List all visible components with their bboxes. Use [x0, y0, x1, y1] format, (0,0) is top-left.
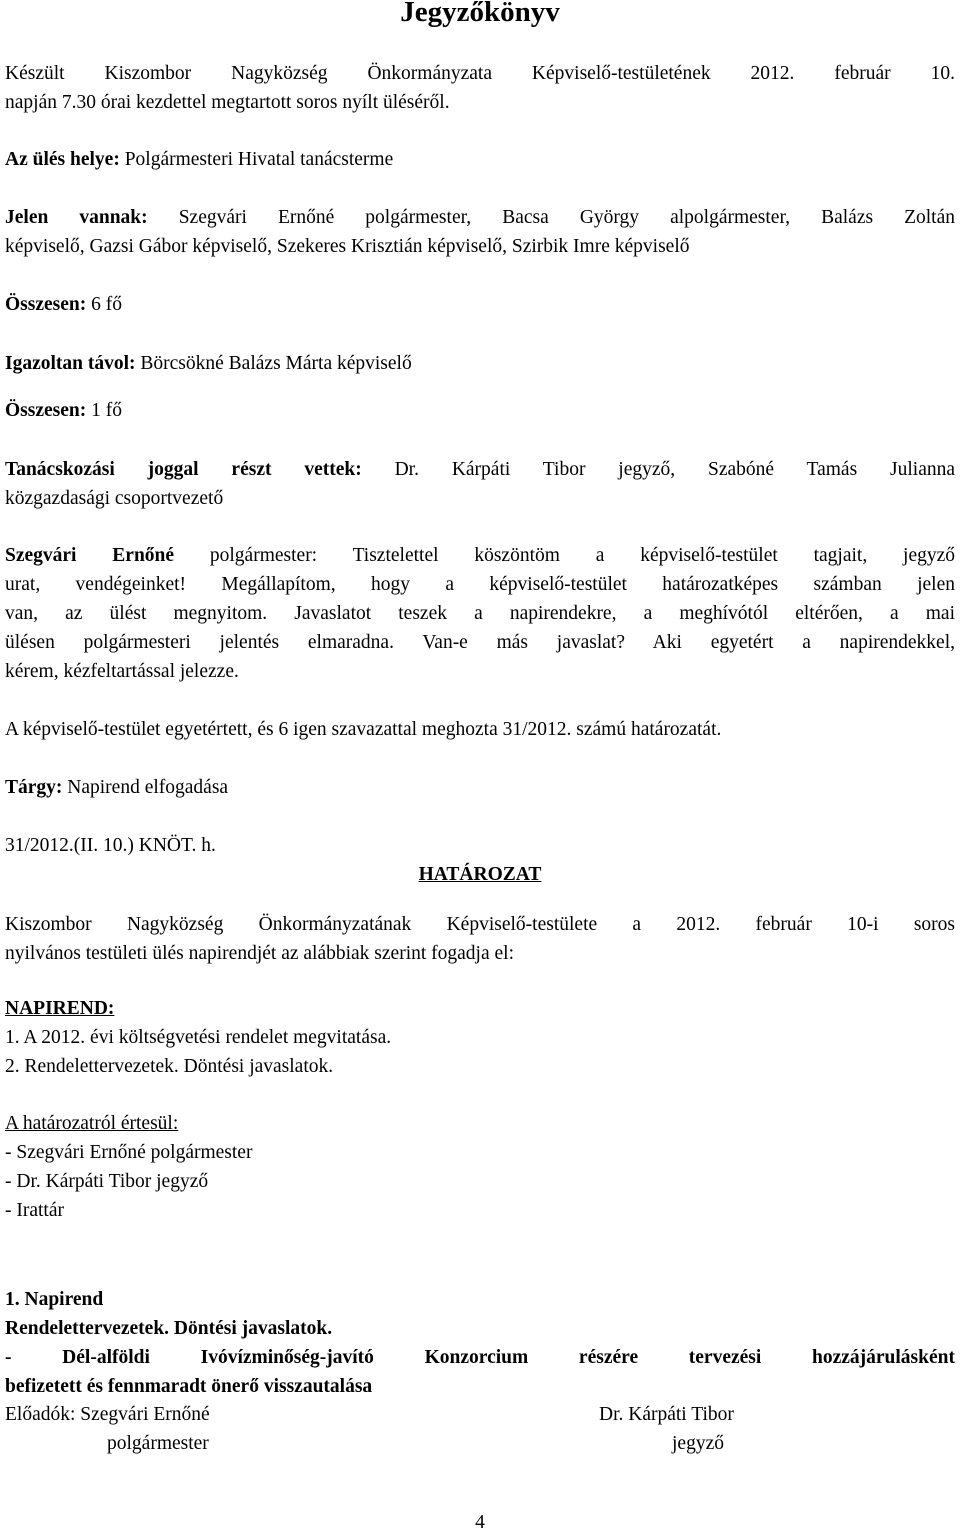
resolution-text-2: nyilvános testületi ülés napirendjét az alábbiak szerint fogadja el: — [5, 943, 514, 964]
notify-item: - Szegvári Ernőné polgármester — [5, 1142, 253, 1163]
venue-line — [5, 145, 393, 174]
speech-line-1 — [5, 541, 955, 570]
agenda-item: 2. Rendelettervezetek. Döntési javaslatok. — [5, 1056, 334, 1077]
intro-line-2: napján 7.30 órai kezdettel megtartott soros nyílt üléséről. — [5, 92, 450, 113]
section-heading-row — [5, 1285, 103, 1314]
section-subheading-row — [5, 1314, 332, 1343]
notify-item: - Dr. Kárpáti Tibor jegyző — [5, 1171, 209, 1192]
presenter-left-name: Szegvári Ernőné — [80, 1404, 210, 1425]
speech-text-1: polgármester: Tisztelettel köszöntöm a képviselő-testület tagjait, jegyző — [209, 545, 956, 566]
section-topic-1: - Dél-alföldi Ivóvízminőség-javító Konzorcium részére tervezési hozzájárulásként — [5, 1347, 955, 1368]
absent-line — [5, 349, 412, 378]
subject-line — [5, 773, 228, 802]
present-line-1 — [5, 203, 955, 232]
advisory-label: Tanácskozási joggal részt vettek: — [5, 459, 362, 480]
agenda-heading: NAPIREND: — [5, 998, 115, 1019]
subject-label: Tárgy: — [5, 777, 63, 798]
advisory-line-2: közgazdasági csoportvezető — [5, 488, 224, 509]
total-present-line — [5, 290, 122, 319]
presenters-label: Előadók: — [5, 1404, 76, 1425]
total-present-value: 6 fő — [91, 294, 122, 315]
section-topic-2: befizetett és fennmaradt önerő visszautalása — [5, 1376, 373, 1397]
resolution-heading-row — [5, 860, 955, 889]
total-absent-value: 1 fő — [91, 400, 122, 421]
speech-line-3: van, az ülést megnyitom. Javaslatot teszek a napirendekre, a meghívótól eltérően, a mai — [5, 603, 955, 624]
speech-speaker: Szegvári Ernőné — [5, 545, 175, 566]
venue-value: Polgármesteri Hivatal tanácsterme — [124, 149, 394, 170]
resolution-text-1: Kiszombor Nagyközség Önkormányzatának Képviselő-testülete a 2012. február 10-i soros — [5, 914, 955, 935]
presenter-right-name: Dr. Kárpáti Tibor — [599, 1404, 734, 1425]
document-title: Jegyzőkönyv — [400, 0, 560, 28]
speech-line-2: urat, vendégeinket! Megállapítom, hogy a képviselő-testület határozatképes számban jelen — [5, 574, 955, 595]
notify-item: - Irattár — [5, 1200, 64, 1221]
venue-label: Az ülés helye: — [5, 149, 120, 170]
presenter-right-role: jegyző — [672, 1433, 724, 1454]
advisory-text-1: Dr. Kárpáti Tibor jegyző, Szabóné Tamás Julianna — [394, 459, 956, 480]
resolution-heading: HATÁROZAT — [418, 864, 542, 885]
present-text-1: Szegvári Ernőné polgármester, Bacsa György alpolgármester, Balázs Zoltán — [178, 207, 955, 228]
present-label: Jelen vannak: — [5, 207, 148, 228]
resolution-number: 31/2012.(II. 10.) KNÖT. h. — [5, 835, 216, 856]
advisory-line-1 — [5, 455, 955, 484]
absent-label: Igazoltan távol: — [5, 353, 136, 374]
section-subheading: Rendelettervezetek. Döntési javaslatok. — [5, 1318, 333, 1339]
total-present-label: Összesen: — [5, 294, 87, 315]
presenter-left-role: polgármester — [107, 1433, 209, 1454]
intro-line-1: Készült Kiszombor Nagyközség Önkormányzata Képviselő-testületének 2012. február 10. — [5, 63, 955, 84]
present-line-2: képviselő, Gazsi Gábor képviselő, Szekeres Krisztián képviselő, Szirbik Imre képviselő — [5, 236, 690, 257]
total-absent-line — [5, 396, 122, 425]
subject-value: Napirend elfogadása — [67, 777, 229, 798]
vote-line: A képviselő-testület egyetértett, és 6 igen szavazattal meghozta 31/2012. számú határozatát. — [5, 719, 722, 740]
agenda-item: 1. A 2012. évi költségvetési rendelet megvitatása. — [5, 1027, 392, 1048]
speech-line-5: kérem, kézfeltartással jelezze. — [5, 661, 239, 682]
absent-value: Börcsökné Balázs Márta képviselő — [140, 353, 412, 374]
page-number: 4 — [475, 1512, 485, 1533]
total-absent-label: Összesen: — [5, 400, 87, 421]
notify-heading: A határozatról értesül: — [5, 1113, 179, 1134]
speech-line-4: ülésen polgármesteri jelentés elmaradna. Van-e más javaslat? Aki egyetért a napirendekkel, — [5, 632, 955, 653]
presenters-line — [5, 1400, 210, 1429]
section-heading: 1. Napirend — [5, 1289, 104, 1310]
agenda-heading-row — [5, 994, 114, 1023]
